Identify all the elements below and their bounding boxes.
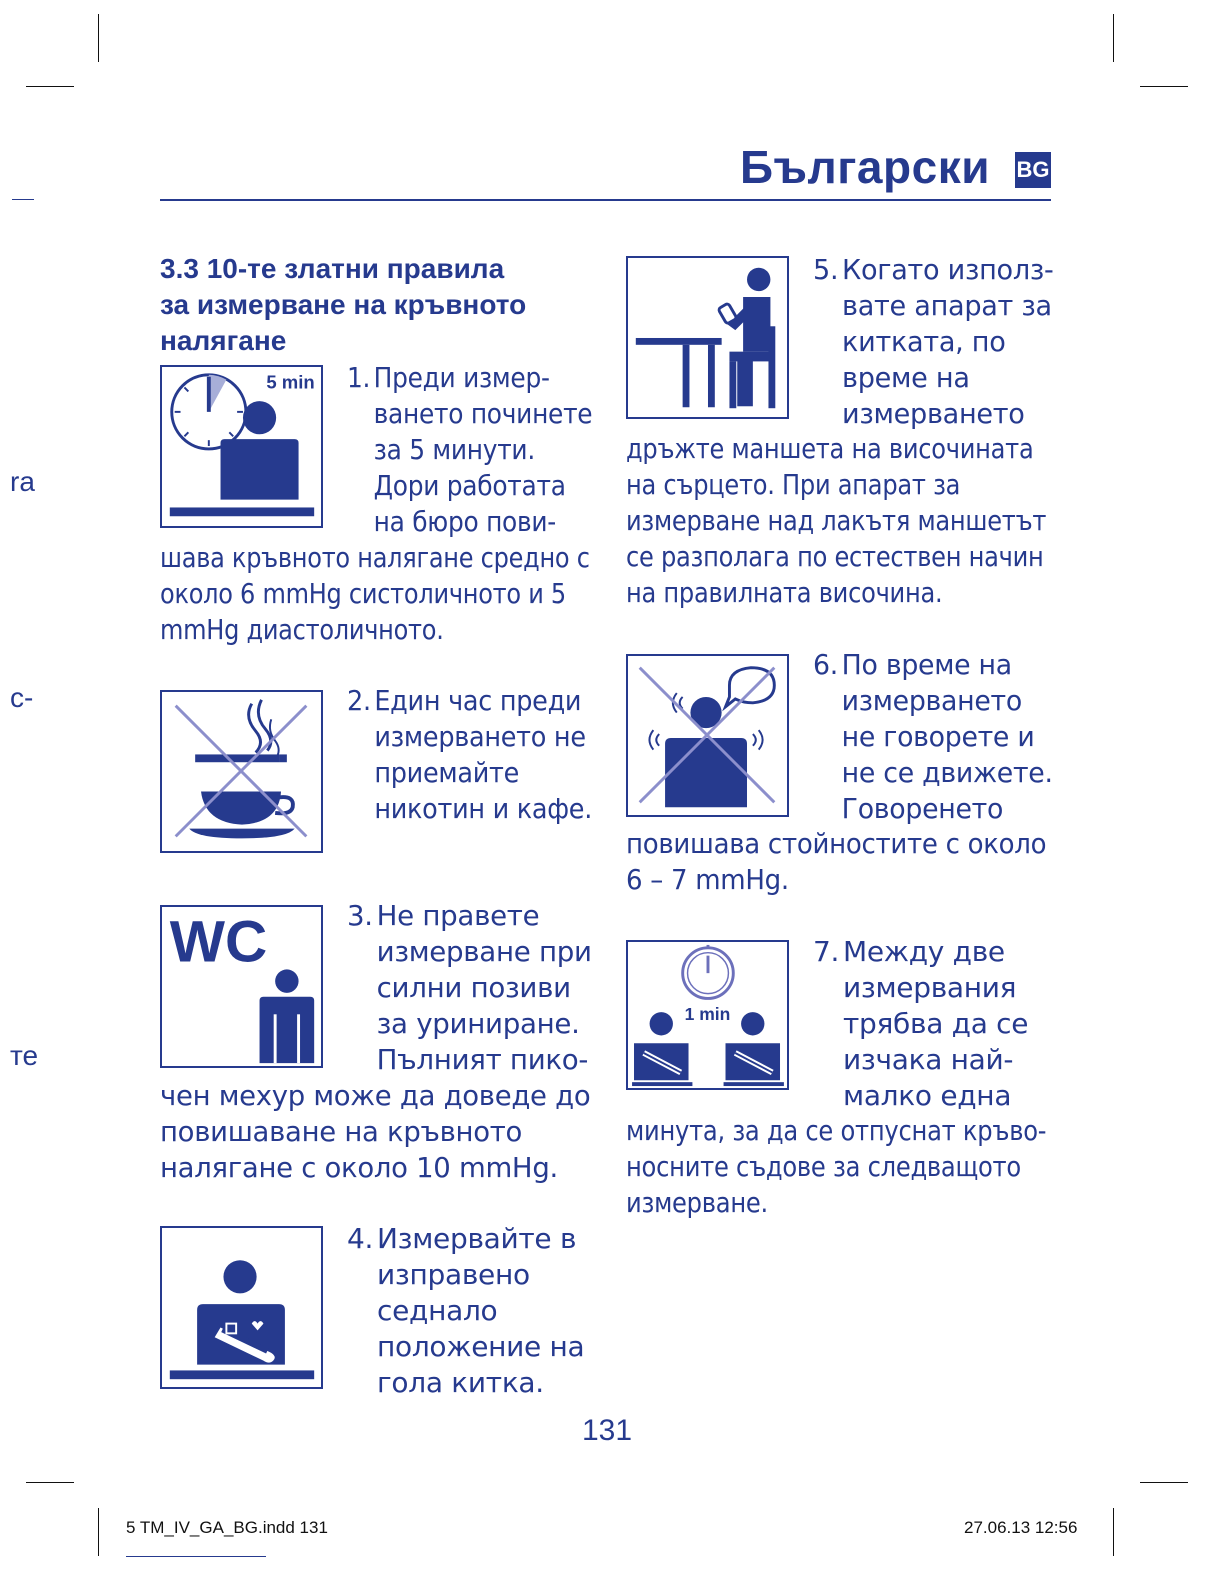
rule-line: около 6 mmHg систоличното и 5: [160, 577, 566, 610]
rule-line: не се движете.: [841, 756, 1053, 789]
rule-line: Измервайте в: [377, 1222, 577, 1255]
rule-number: 2.: [347, 684, 371, 717]
rule-line: Един час преди: [374, 684, 582, 717]
rule-line: трябва да се: [843, 1007, 1029, 1040]
rule-3-continuation: [160, 1078, 590, 1186]
rule-number: 6.: [813, 648, 838, 681]
rule-line: налягане с около 10 mmHg.: [160, 1151, 558, 1184]
rule-line: mmHg диастоличното.: [160, 613, 444, 646]
wait-1min-icon: [626, 940, 789, 1090]
rule-3-text: [347, 898, 592, 1078]
rule-line: на правилната височина.: [626, 576, 943, 609]
rule-number: 4.: [347, 1222, 374, 1255]
rule-line: повишаване на кръвното: [160, 1115, 522, 1148]
seated-wrist-icon: [160, 1226, 323, 1389]
section-heading-line: за измерване на кръвното: [160, 289, 527, 320]
rule-number: 5.: [813, 253, 839, 286]
section-heading: [160, 251, 590, 359]
rule-line: шава кръвното налягане средно с: [160, 541, 590, 574]
rule-line: малко една: [843, 1079, 1012, 1112]
rule-line: седнало: [377, 1294, 498, 1327]
section-heading-line: налягане: [160, 325, 287, 356]
rule-line: носните съдове за следващото: [626, 1150, 1021, 1183]
language-badge: BG: [1015, 152, 1051, 188]
wrist-heart-level-icon: [626, 256, 789, 419]
rule-7-continuation: [626, 1113, 1046, 1221]
edge-fragment: те: [10, 1040, 39, 1071]
rule-6-continuation: [626, 826, 1046, 898]
margin-tick: [12, 199, 34, 200]
crop-mark: [98, 1508, 99, 1556]
rule-line: изправено: [377, 1258, 530, 1291]
rule-line: измерването: [842, 397, 1025, 430]
rest-5min-icon: [160, 365, 323, 528]
wc-icon: [160, 905, 323, 1068]
rule-5-text: [813, 252, 1053, 432]
footer-timestamp: 27.06.13 12:56: [964, 1518, 1078, 1537]
section-heading-line: 3.3 10-те златни правила: [160, 253, 505, 284]
crop-mark: [98, 14, 99, 62]
rule-line: чен мехур може да доведе до: [160, 1079, 591, 1112]
rule-line: силни позиви: [376, 971, 571, 1004]
rule-line: минута, за да се отпуснат кръво-: [626, 1114, 1047, 1147]
rule-line: никотин и кафе.: [374, 792, 593, 825]
rule-line: приемайте: [374, 756, 520, 789]
rule-line: измерване над лакътя маншетът: [626, 504, 1047, 537]
rule-line: не говорете и: [841, 720, 1035, 753]
rule-line: Говоренето: [841, 792, 1004, 825]
rule-line: за 5 минути.: [373, 433, 535, 466]
rule-4-text: [347, 1221, 584, 1401]
no-talking-icon: [626, 654, 789, 817]
rule-line: Когато използ-: [842, 253, 1054, 286]
rule-line: китката, по: [842, 325, 1006, 358]
crop-mark: [1140, 1482, 1188, 1483]
footer-divider: [126, 1556, 266, 1557]
rule-line: положение на: [377, 1330, 585, 1363]
rule-1-text: [347, 360, 592, 540]
rule-line: време на: [842, 361, 970, 394]
rule-line: изчака най-: [843, 1043, 1014, 1076]
rule-line: Между две: [843, 935, 1005, 968]
rule-number: 7.: [813, 935, 840, 968]
rule-line: дръжте маншета на височината: [626, 432, 1034, 465]
rule-line: повишава стойностите с около: [626, 827, 1047, 860]
rule-7-text: [813, 934, 1028, 1114]
rule-line: измервания: [843, 971, 1017, 1004]
wc-label: WC: [169, 909, 268, 975]
rule-1-continuation: [160, 540, 590, 648]
rule-line: Преди измер-: [373, 361, 550, 394]
crop-mark: [26, 1482, 74, 1483]
no-coffee-nicotine-icon: [160, 690, 323, 853]
rule-number: 1.: [347, 361, 371, 394]
wait-time-label: 1 min: [684, 1003, 731, 1024]
crop-mark: [1113, 1508, 1114, 1556]
rule-line: за уриниране.: [376, 1007, 580, 1040]
rule-line: се разполага по естествен начин: [626, 540, 1044, 573]
page-number: 131: [581, 1414, 633, 1447]
rule-line: Дори работата: [373, 469, 566, 502]
rule-line: измерването не: [374, 720, 586, 753]
rule-line: Не правете: [376, 899, 540, 932]
rest-time-label: 5 min: [266, 371, 315, 393]
rule-2-text: [347, 683, 592, 827]
rule-line: 6 – 7 mmHg.: [626, 863, 789, 896]
footer-file-slug: 5 TM_IV_GA_BG.indd 131: [126, 1518, 328, 1537]
rule-line: измерване.: [626, 1186, 768, 1219]
rule-line: измерване при: [376, 935, 592, 968]
rule-line: ването починете: [373, 397, 593, 430]
rule-line: измерването: [841, 684, 1022, 717]
rule-line: гола китка.: [377, 1366, 544, 1399]
edge-fragment: ra: [10, 466, 35, 497]
rule-line: По време на: [841, 648, 1012, 681]
rule-line: Пълният пико-: [376, 1043, 589, 1076]
rule-6-text: [813, 647, 1053, 827]
rule-line: вате апарат за: [842, 289, 1052, 322]
crop-mark: [1140, 86, 1188, 87]
rule-line: на сърцето. При апарат за: [626, 468, 961, 501]
crop-mark: [1113, 14, 1114, 62]
rule-number: 3.: [347, 899, 373, 932]
edge-fragment: c-: [10, 682, 34, 713]
header-divider: [160, 199, 1051, 201]
rule-5-continuation: [626, 431, 1046, 611]
rule-line: на бюро пови-: [373, 505, 556, 538]
language-title: Български: [739, 141, 990, 193]
crop-mark: [26, 86, 74, 87]
